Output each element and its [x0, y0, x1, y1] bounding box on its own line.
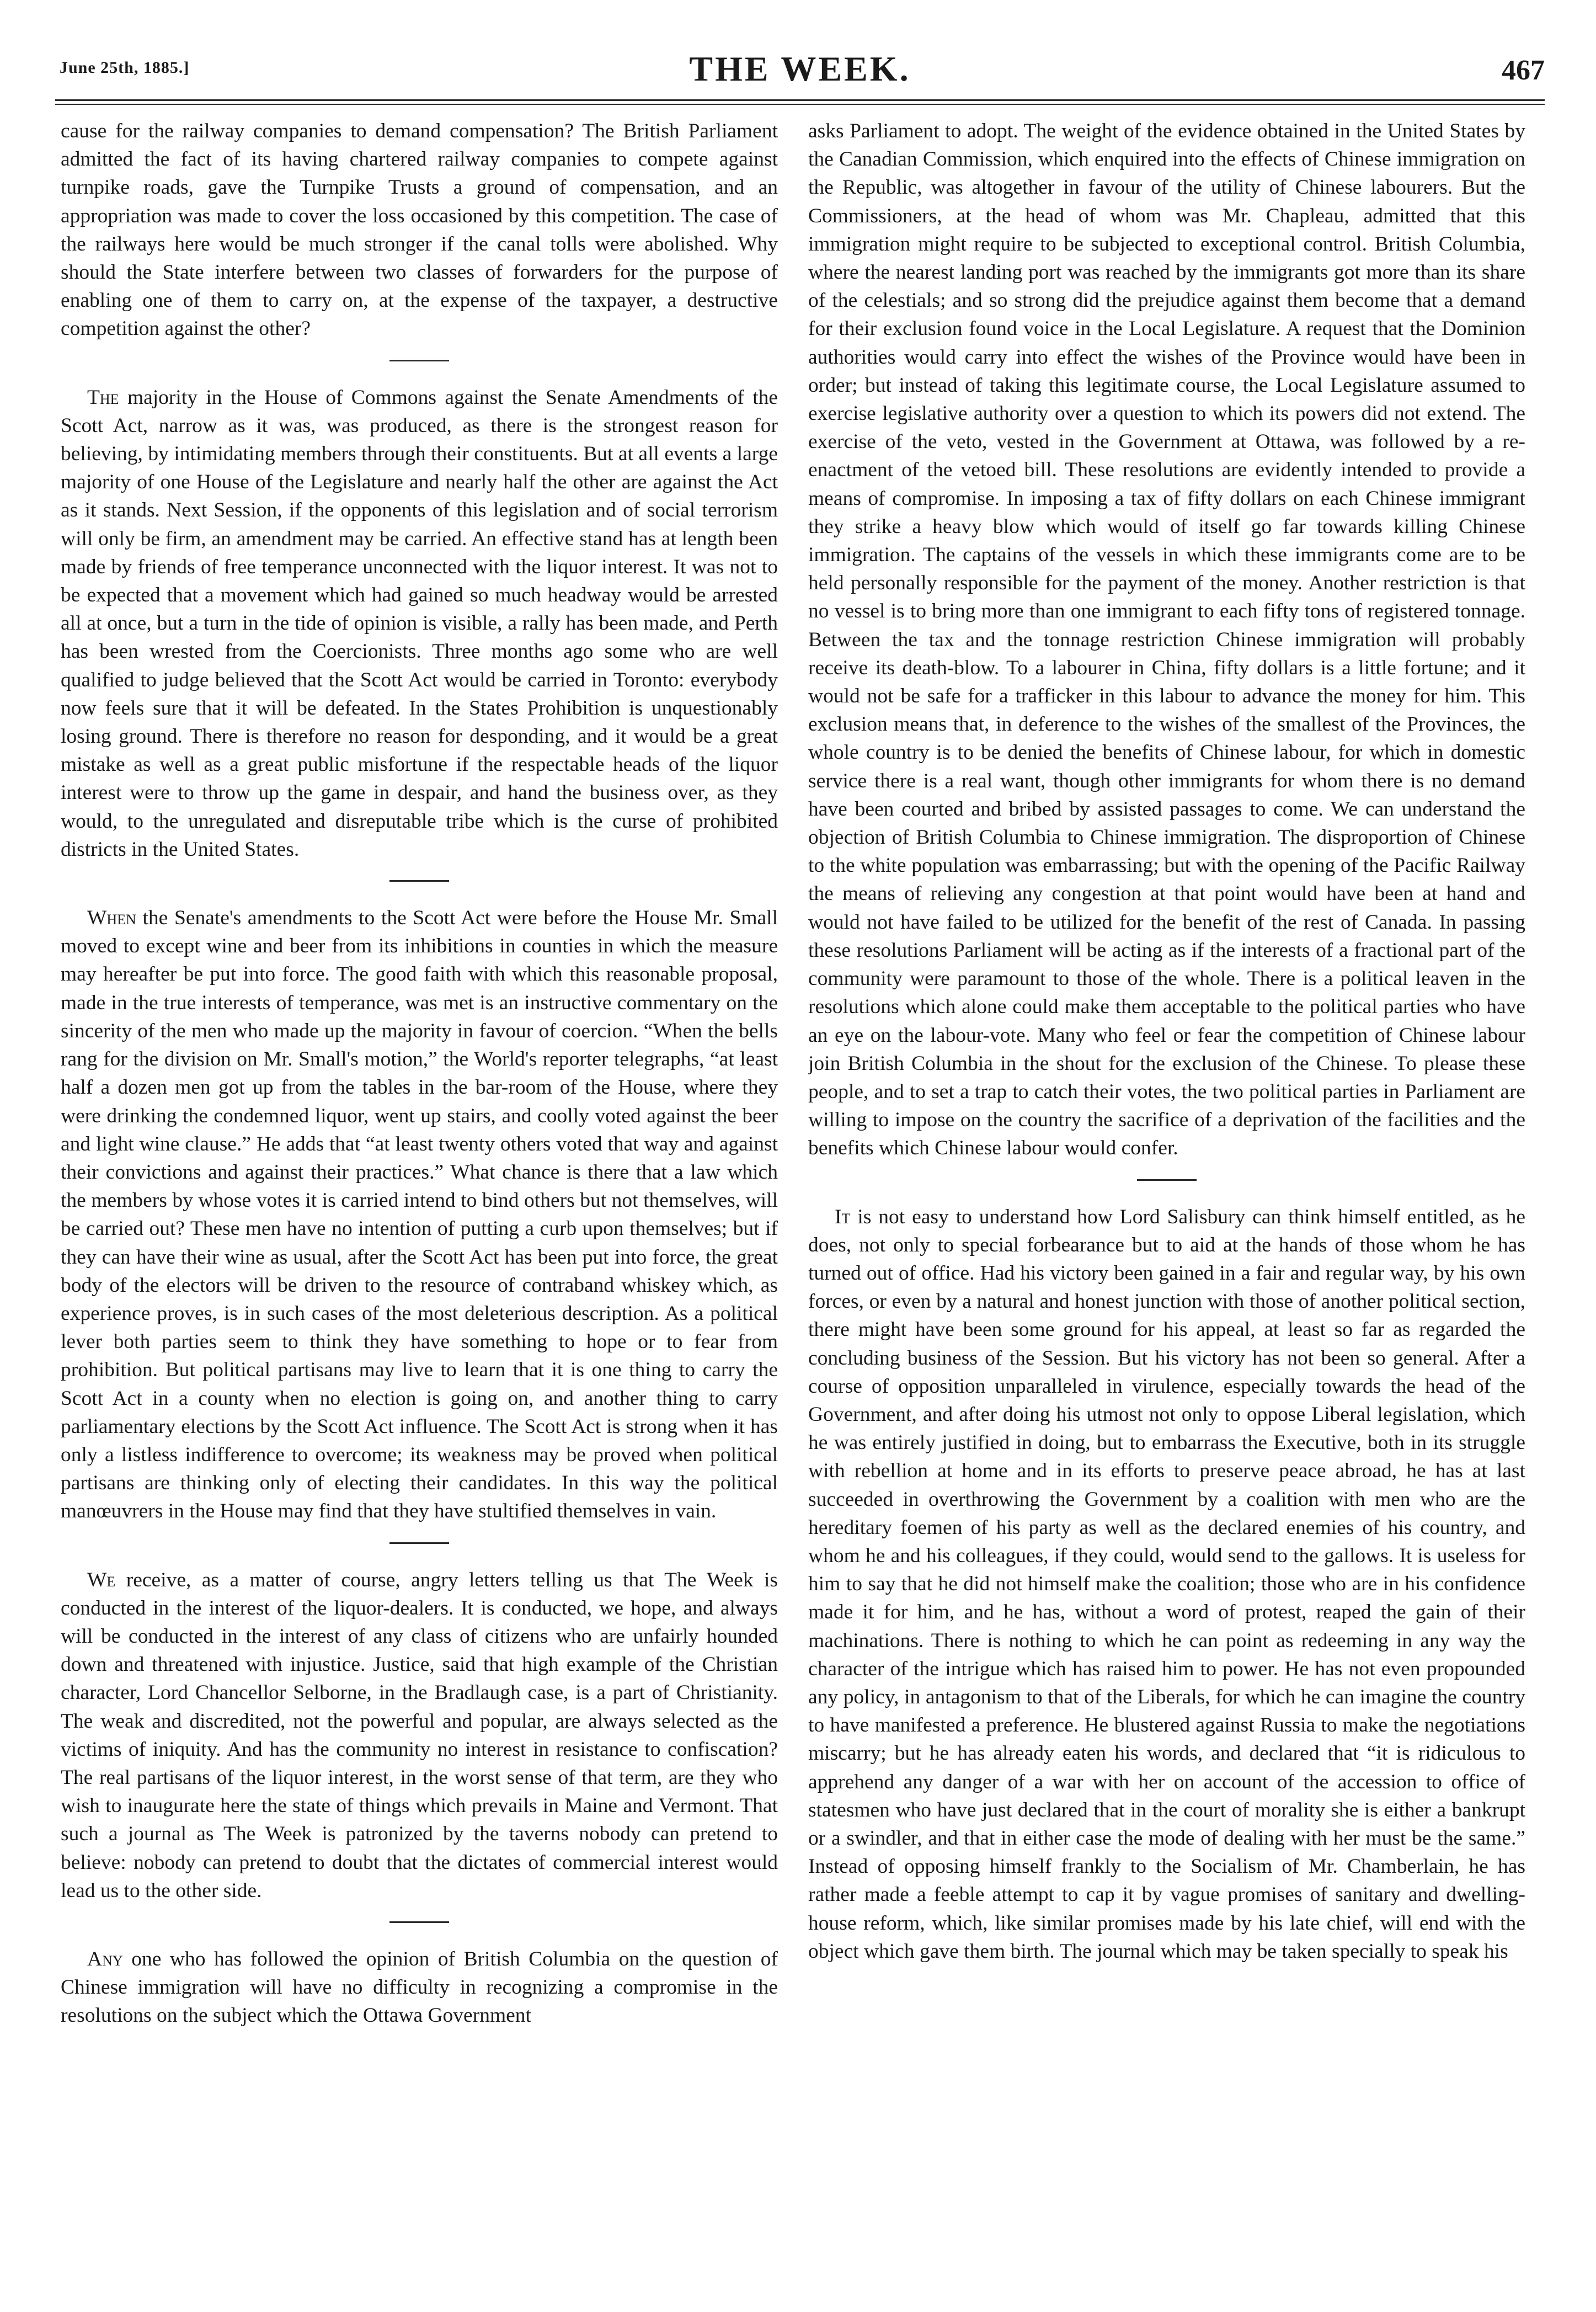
- lead-word: The: [87, 386, 119, 409]
- page-header: [55, 49, 1545, 104]
- section-divider: [1137, 1179, 1197, 1181]
- section-divider: [389, 360, 449, 361]
- section-divider: [389, 880, 449, 882]
- left-column: [61, 117, 778, 2269]
- paragraph-lord-salisbury: It is not easy to understand how Lord Salisbury can think himself entitled, as he does, not only to special forbearance but to aid at the hands of those whom he has turned out of office. Had his victory been gained in a fair and regular way, by his own forces, or even by a natural and honest junction with those of another political section, there might have been some ground for his appeal, at least so far as regarded the concluding business of the Session. But his victory has not been so general. After a course of opposition unparalleled in virulence, especially towards the head of the Government, and after doing his utmost not only to oppose Liberal legislation, which he was entirely justified in doing, but to embarrass the Executive, both in its struggle with rebellion at home and in its efforts to preserve peace abroad, he has at last succeeded in overthrowing the Government by a coalition with men who are the hereditary foemen of his party as well as the declared enemies of his country, and whom he and his colleagues, if they could, would send to the gallows. It is useless for him to say that he did not himself make the coalition; those who are in his confidence made it for him, and he has, without a word of protest, reaped the gain of their machinations. There is nothing to which he can point as redeeming in any way the character of the intrigue which has raised him to power. He has not even propounded any policy, in antagonism to that of the Liberals, for which he can imagine the country to have manifested a preference. He blustered against Russia to make the negotiations miscarry; but he has already eaten his words, and declared that “it is ridiculous to apprehend any danger of a war with her on account of the accession to office of statesmen who have just declared that in the court of morality she is either a bankrupt or a swindler, and that in either case the mode of dealing with her must be the same.” Instead of opposing himself frankly to the Socialism of Mr. Chamberlain, he has rather made a feeble attempt to cap it by vague promises of sanitary and dwelling-house reform, which, like similar promises made by his late chief, will end with the object which gave them birth. The journal which may be taken specially to speak his: [808, 1205, 1525, 1963]
- issue-date: June 25th, 1885.]: [60, 58, 190, 77]
- paragraph-chinese-immigration-intro: Any one who has followed the opinion of British Columbia on the question of Chinese immigration will have no difficulty in recognizing a compromise in the resolutions on the subject which the Ottawa Government: [61, 1947, 778, 2027]
- paragraph-chinese-immigration: asks Parliament to adopt. The weight of the evidence obtained in the United States by the Canadian Commission, which enquired into the effects of Chinese immigration on the Republic, was altogether in favour of the utility of Chinese labourers. But the Commissioners, at the head of whom was Mr. Chapleau, admitted that this immigration might require to be subjected to exceptional control. British Columbia, where the nearest landing port was reached by the immigrants got more than its share of the celestials; and so strong did the prejudice against them become that a demand for their exclusion found voice in the Local Legislature. A request that the Dominion authorities would carry into effect the wishes of the Province would have been in order; but instead of taking this legitimate course, the Local Legislature assumed to exercise legislative authority over a question to which its powers did not extend. The exercise of the veto, vested in the Government at Ottawa, was followed by a re-enactment of the vetoed bill. These resolutions are evidently intended to provide a means of compromise. In imposing a tax of fifty dollars on each Chinese immigrant they strike a heavy blow which would of itself go far towards killing Chinese immigration. The captains of the vessels in which these immigrants come are to be held personally responsible for the payment of the money. Another restriction is that no vessel is to bring more than one immigrant to each fifty tons of registered tonnage. Between the tax and the tonnage restriction Chinese immigration will probably receive its death-blow. To a labourer in China, fifty dollars is a little fortune; and it would not be safe for a trafficker in this labour to advance the money for him. This exclusion means that, in deference to the wishes of the smallest of the Provinces, the whole country is to be denied the benefits of Chinese labour, for which in domestic service there is a real want, though other immigrants for whom there is no demand have been courted and bribed by assisted passages to come. We can understand the objection of British Columbia to Chinese immigration. The disproportion of Chinese to the white population was embarrassing; but with the opening of the Pacific Railway the means of relieving any congestion at that point would have been at hand and would not have failed to be utilized for the benefit of the rest of Canada. In passing these resolutions Parliament will be acting as if the interests of a fractional part of the community were paramount to those of the whole. There is a political leaven in the resolutions which alone could make them acceptable to the political parties who have an eye on the labour-vote. Many who feel or fear the competition of Chinese labour join British Columbia in the shout for the exclusion of the Chinese. To please these people, and to set a trap to catch their votes, the two political parties in Parliament are willing to impose on the country the sacrifice of a deprivation of the facilities and the benefits which Chinese labour would confer.: [808, 120, 1525, 1160]
- paragraph-small-motion: When the Senate's amendments to the Scott Act were before the House Mr. Small moved to except wine and beer from its inhibitions in counties in which the measure may hereafter be put into force. The good faith with which this reasonable proposal, made in the true interests of temperance, was met is an instructive commentary on the sincerity of the men who made up the majority in favour of coercion. “When the bells rang for the division on Mr. Small's motion,” the World's reporter telegraphs, “at least half a dozen men got up from the tables in the bar-room of the House, where they were drinking the condemned liquor, went up stairs, and coolly voted against the beer and light wine clause.” He adds that “at least twenty others voted that way and against their convictions and against their practices.” What chance is there that a law which the members by whose votes it is carried intend to bind others but not themselves, will be carried out? These men have no intention of putting a curb upon themselves; but if they can have their wine as usual, after the Scott Act has been put into force, the great body of the electors will be driven to the resource of contraband whiskey which, as experience proves, is in such cases of the most deleterious description. As a political lever both parties seem to think they have something to hope or to fear from prohibition. But political partisans may live to learn that it is one thing to carry the Scott Act in a county when no election is going on, and another thing to carry parliamentary elections by the Scott Act influence. The Scott Act is strong when it has only a listless indifference to overcome; its weakness may be proved when political partisans are thinking only of electing their candidates. In this way the political manœuvrers in the House may find that they have stultified themselves in vain.: [61, 907, 778, 1523]
- right-column: [808, 117, 1525, 2269]
- paragraph-angry-letters: We receive, as a matter of course, angry letters telling us that The Week is conducted in the interest of the liquor-dealers. It is conducted, we hope, and always will be conducted in the interest of any class of citizens who are unfairly hounded down and threatened with injustice. Justice, said that high example of the Christian character, Lord Chancellor Selborne, in the Bradlaugh case, is a part of Christianity. The weak and discredited, not the powerful and popular, are always selected as the victims of iniquity. And has the community no interest in resistance to confiscation? The real partisans of the liquor interest, in the worst sense of that term, are they who wish to inaugurate here the state of things which prevails in Maine and Vermont. That such a journal as The Week is patronized by the taverns nobody can pretend to believe: nobody can pretend to doubt that the dictates of commercial interest would lead us to the other side.: [61, 1568, 778, 1902]
- header-rule-thin: [55, 104, 1545, 105]
- page-number: 467: [1502, 55, 1545, 86]
- paragraph-senate-amendments: The majority in the House of Commons against the Senate Amendments of the Scott Act, narrow as it was, was produced, as there is the strongest reason for believing, by intimidating members through their constituents. But at all events a large majority of one House of the Legislature and nearly half the other are against the Act as it stands. Next Session, if the opponents of this legislation and of social terrorism will only be firm, an amendment may be carried. An effective stand has at length been made by friends of free temperance unconnected with the liquor interest. It was not to be expected that a movement which had gained so much headway would be arrested all at once, but a turn in the tide of opinion is visible, a rally has been made, and Perth has been wrested from the Coercionists. Three months ago some who are well qualified to judge believed that the Scott Act would be carried in Toronto: everybody now feels sure that it will be defeated. In the States Prohibition is unquestionably losing ground. There is therefore no reason for desponding, and it would be a great mistake as well as a great public misfortune if the respectable heads of the liquor interest were to throw up the game in despair, and hand the business over, as they would, to the unregulated and disreputable tribe which is the curse of prohibited districts in the United States.: [61, 386, 778, 861]
- lead-word: We: [87, 1568, 116, 1591]
- masthead-title: THE WEEK.: [689, 49, 911, 88]
- section-divider: [389, 1921, 449, 1923]
- paragraph-railway-compensation: cause for the railway companies to demand compensation? The British Parliament admitted the fact of its having chartered railway companies to compete against turnpike roads, gave the Turnpike Trusts a ground of compensation, and an appropriation was made to cover the loss occasioned by this competition. The case of the railways here would be much stronger if the canal tolls were abolished. Why should the State interfere between two classes of forwarders for the purpose of enabling one of them to carry on, at the expense of the taxpayer, a destructive competition against the other?: [61, 120, 778, 340]
- section-divider: [389, 1542, 449, 1544]
- lead-word: When: [87, 907, 136, 930]
- lead-word: Any: [87, 1947, 123, 1970]
- lead-word: It: [835, 1205, 851, 1228]
- header-rule: [55, 99, 1545, 101]
